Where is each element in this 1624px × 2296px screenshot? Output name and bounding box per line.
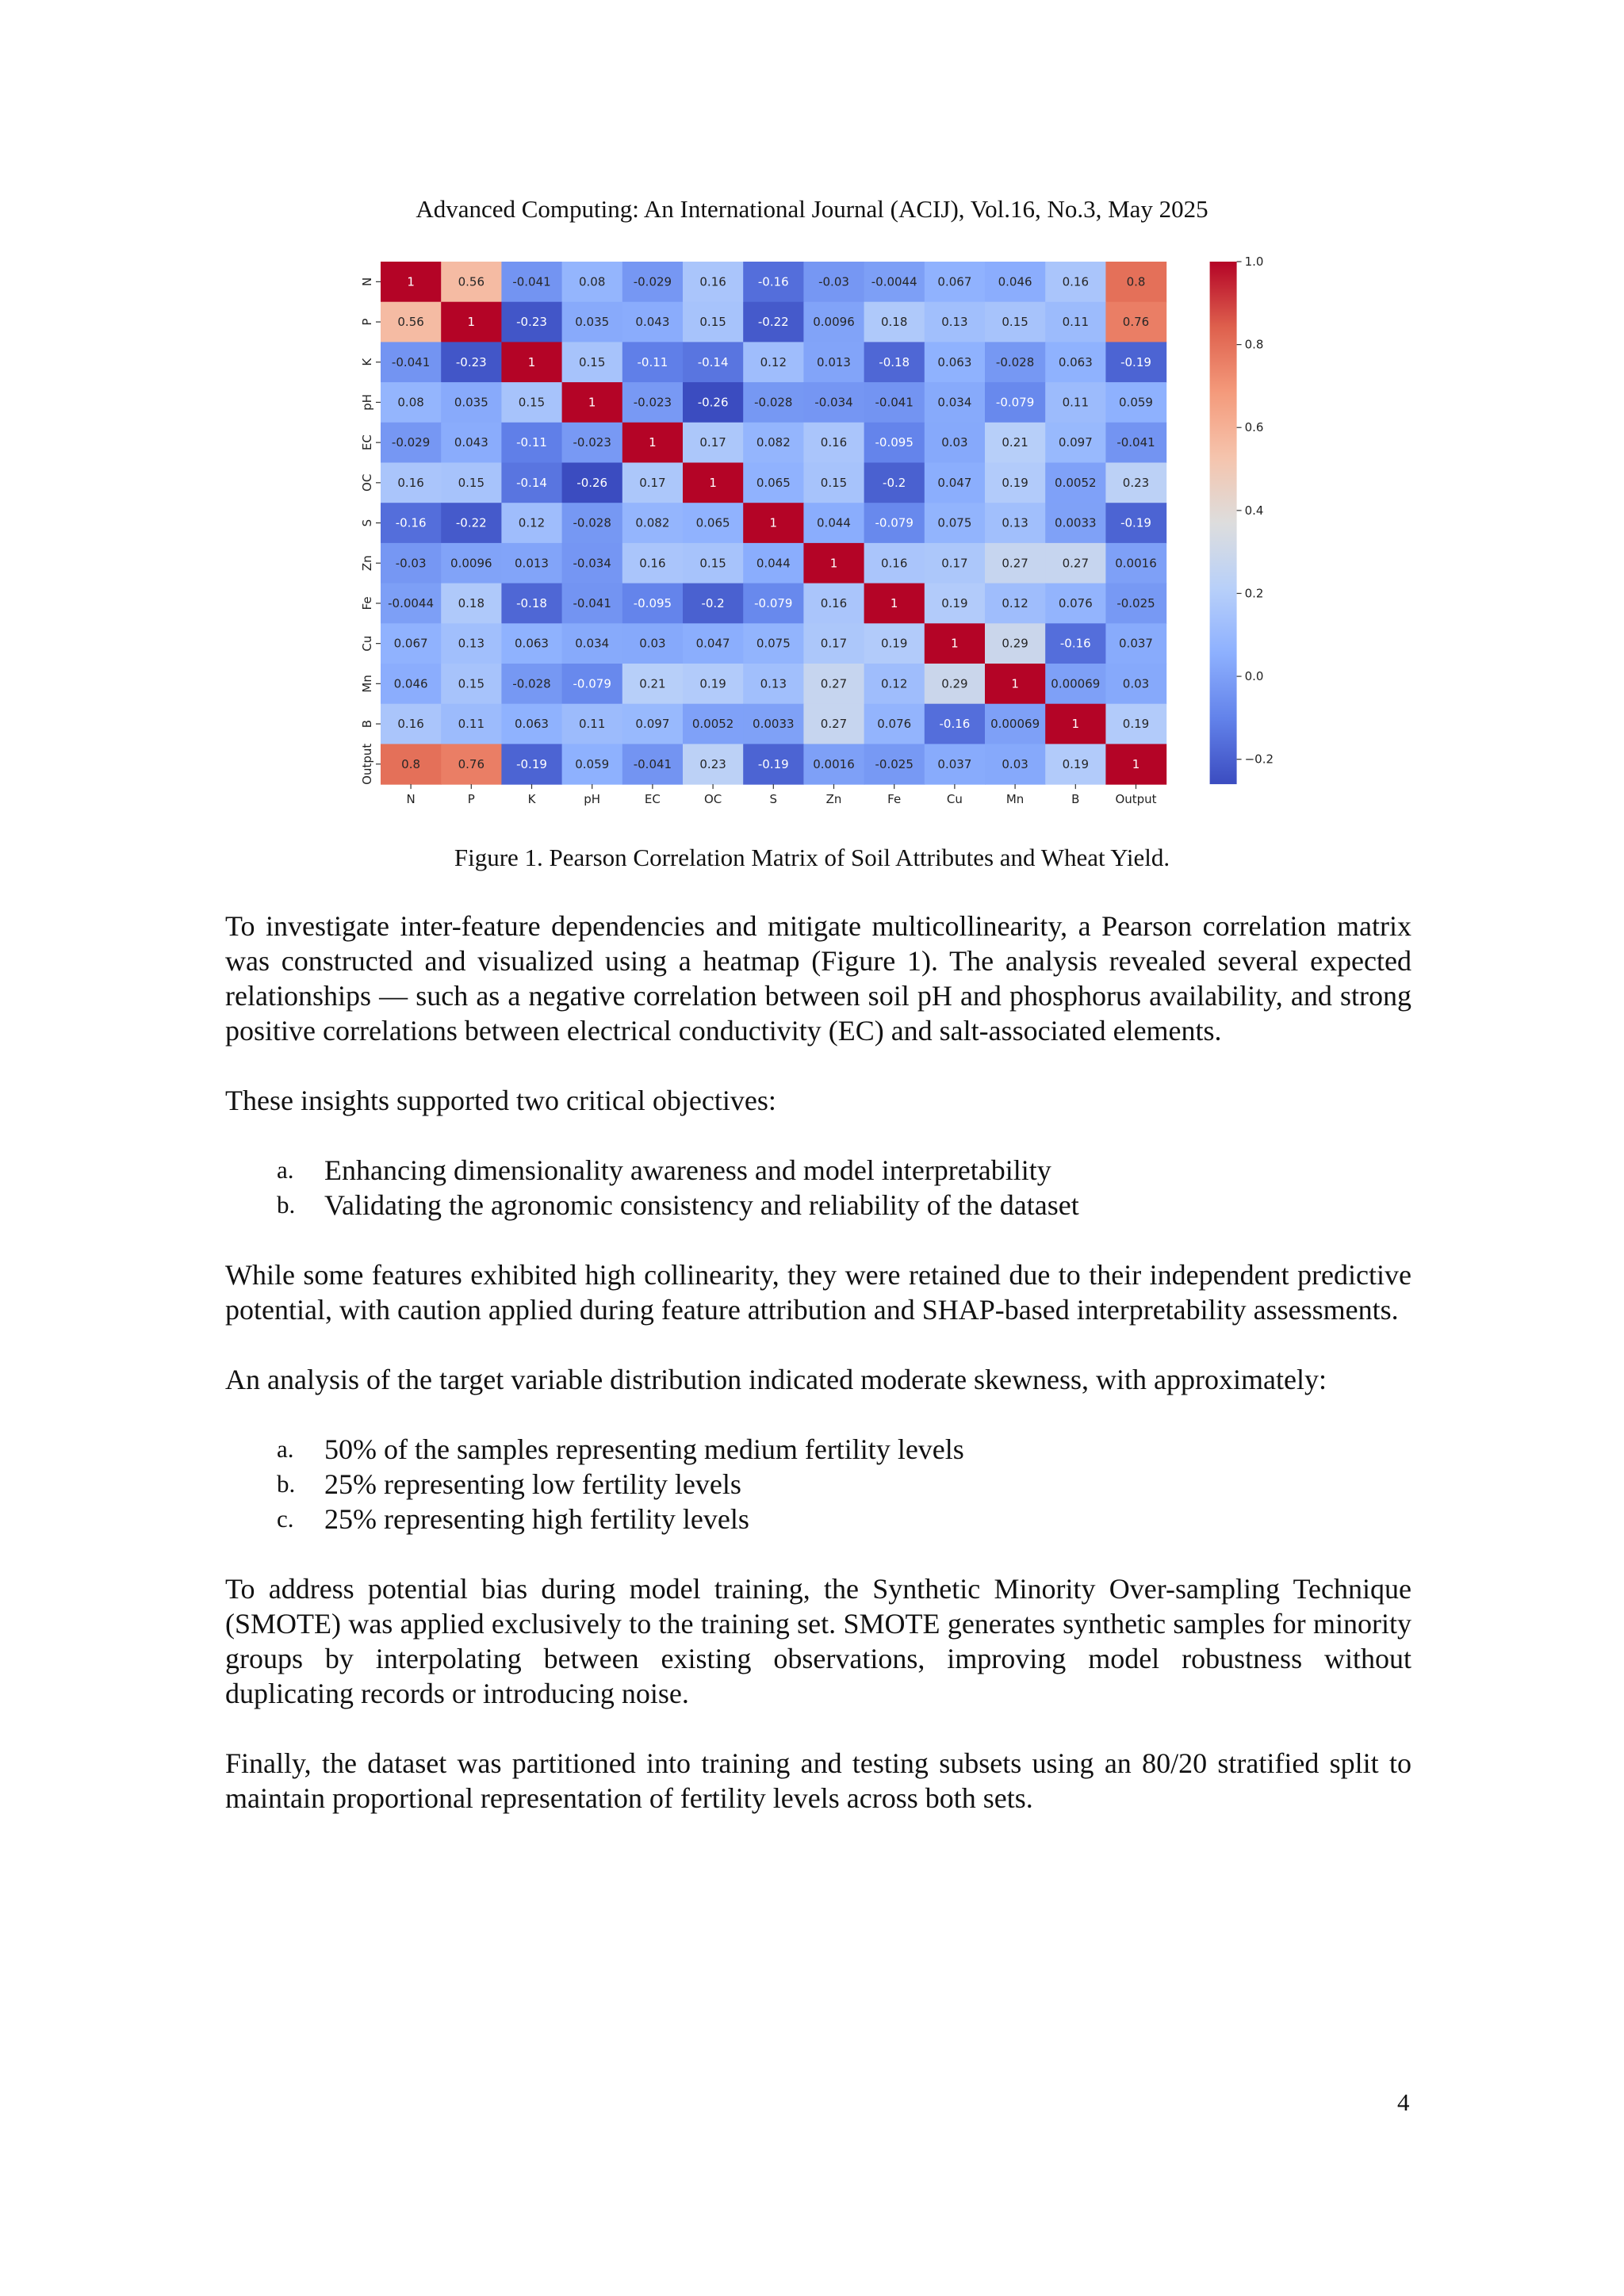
cell-label: 0.76 — [458, 756, 485, 771]
correlation-heatmap — [346, 243, 1297, 813]
colorbar-tick-label: 0.2 — [1244, 586, 1264, 601]
cell-label: 0.17 — [941, 556, 968, 571]
cell-label: 0.075 — [937, 515, 972, 530]
cell-label: 0.063 — [1058, 354, 1093, 369]
cell-label: 0.17 — [699, 435, 726, 450]
cell-label: 0.15 — [578, 354, 606, 369]
figure-caption: Figure 1. Pearson Correlation Matrix of Soil Attributes and Wheat Yield. — [454, 844, 1170, 871]
cell-label: 0.11 — [458, 717, 485, 732]
cell-label: 0.16 — [820, 595, 848, 610]
cell-label: 1 — [527, 354, 536, 369]
cell-label: -0.03 — [818, 274, 849, 289]
cell-label: 1 — [829, 556, 838, 571]
cell-label: -0.0044 — [388, 595, 435, 610]
colorbar-tick-label: 0.8 — [1244, 337, 1264, 352]
cell-label: 0.08 — [397, 395, 424, 410]
cell-label: 0.03 — [1122, 676, 1150, 691]
cell-label: 0.21 — [1002, 435, 1028, 450]
cell-label: -0.023 — [573, 435, 611, 450]
cell-label: 0.0033 — [753, 717, 795, 732]
cell-label: 0.046 — [393, 676, 428, 691]
colorbar-tick-label: 0.4 — [1244, 503, 1264, 518]
x-tick-label: Fe — [887, 792, 902, 807]
cell-label: 0.0033 — [1055, 515, 1097, 530]
cell-label: -0.029 — [633, 274, 672, 289]
x-tick-label: pH — [584, 792, 601, 807]
y-tick-label: S — [360, 519, 374, 527]
cell-label: 1 — [649, 435, 657, 450]
cell-label: 0.16 — [397, 717, 424, 732]
cell-label: 0.067 — [393, 636, 428, 651]
cell-label: 0.17 — [639, 475, 666, 490]
cell-label: -0.041 — [573, 595, 611, 610]
cell-label: -0.18 — [516, 595, 547, 610]
cell-label: 0.0096 — [450, 556, 492, 571]
cell-label: 0.03 — [941, 435, 968, 450]
list-marker: a. — [277, 1156, 294, 1184]
cell-label: 0.11 — [1062, 315, 1090, 330]
cell-label: 0.047 — [937, 475, 972, 490]
cell-label: -0.095 — [633, 595, 672, 610]
cell-label: 0.16 — [820, 435, 848, 450]
cell-label: 0.043 — [635, 315, 670, 330]
y-tick-label: B — [360, 719, 374, 729]
cell-label: -0.16 — [395, 515, 427, 530]
cell-label: 0.063 — [515, 717, 549, 732]
cell-label: 0.19 — [1122, 717, 1150, 732]
cell-label: -0.028 — [573, 515, 611, 530]
list-item — [225, 1467, 1411, 1502]
cell-label: 0.035 — [454, 395, 488, 410]
colorbar-tick-label: −0.2 — [1244, 752, 1274, 767]
cell-label: 0.097 — [635, 717, 670, 732]
paragraph-split: Finally, the dataset was partitioned into training and testing subsets using an 80/20 stratified split to maintain proportional representation of fertility levels across both sets. — [225, 1747, 1411, 1814]
y-tick-label: Zn — [360, 555, 374, 572]
cell-label: 0.13 — [941, 315, 968, 330]
cell-label: -0.11 — [637, 354, 668, 369]
cell-label: 0.00069 — [990, 717, 1040, 732]
cell-label: -0.079 — [875, 515, 914, 530]
x-tick-label: OC — [703, 792, 722, 807]
cell-label: 1 — [890, 595, 898, 610]
page-number: 4 — [1397, 2088, 1410, 2116]
cell-label: -0.041 — [512, 274, 551, 289]
cell-label: 0.8 — [1126, 274, 1146, 289]
cell-label: 0.12 — [518, 515, 546, 530]
list-marker: c. — [277, 1505, 294, 1533]
cell-label: 0.037 — [937, 756, 972, 771]
cell-label: -0.0044 — [871, 274, 917, 289]
cell-label: 0.0096 — [813, 315, 855, 330]
cell-label: -0.079 — [573, 676, 611, 691]
cell-label: -0.079 — [754, 595, 793, 610]
cell-label: 0.034 — [575, 636, 610, 651]
cell-label: 0.27 — [820, 717, 848, 732]
cell-label: -0.19 — [516, 756, 547, 771]
cell-label: 0.23 — [1122, 475, 1150, 490]
cell-label: -0.14 — [516, 475, 547, 490]
cell-label: 0.21 — [639, 676, 666, 691]
y-tick-label: OC — [360, 473, 374, 492]
y-tick-label: Mn — [360, 675, 374, 693]
list-item-text: 25% representing high fertility levels — [324, 1503, 749, 1535]
cell-label: 0.013 — [817, 354, 851, 369]
cell-label: 0.19 — [1062, 756, 1090, 771]
cell-label: 0.15 — [820, 475, 848, 490]
colorbar-tick-label: 0.6 — [1244, 420, 1264, 435]
journal-header: Advanced Computing: An International Journal (ACIJ), Vol.16, No.3, May 2025 — [416, 195, 1208, 223]
cell-label: -0.095 — [875, 435, 914, 450]
cell-label: 0.19 — [941, 595, 968, 610]
cell-label: 0.075 — [756, 636, 791, 651]
cell-label: 0.076 — [877, 717, 912, 732]
cell-label: 0.0052 — [691, 717, 734, 732]
y-tick-label: Cu — [360, 635, 374, 652]
y-tick-label: P — [360, 318, 374, 326]
cell-label: -0.23 — [516, 315, 547, 330]
cell-label: 0.034 — [937, 395, 972, 410]
paragraph-collinearity: While some features exhibited high collinearity, they were retained due to their independent predictive potential, with caution applied during feature attribution and SHAP-based interpretability assessments. — [225, 1259, 1411, 1326]
cell-label: 0.035 — [575, 315, 610, 330]
list-item-text: 50% of the samples representing medium fertility levels — [324, 1433, 964, 1465]
cell-label: 0.065 — [695, 515, 730, 530]
x-tick-label: Output — [1115, 792, 1157, 807]
cell-label: -0.025 — [1116, 595, 1155, 610]
cell-label: -0.028 — [754, 395, 793, 410]
cell-label: 0.19 — [699, 676, 726, 691]
cell-label: -0.041 — [633, 756, 672, 771]
colorbar — [1210, 262, 1237, 784]
cell-label: -0.11 — [516, 435, 547, 450]
x-tick-label: Cu — [946, 792, 963, 807]
cell-label: 0.15 — [699, 556, 726, 571]
list-marker: a. — [277, 1435, 294, 1463]
list-item-text: Validating the agronomic consistency and reliability of the dataset — [324, 1189, 1079, 1221]
x-tick-label: B — [1071, 792, 1080, 807]
cell-label: 0.0052 — [1055, 475, 1097, 490]
cell-label: 0.082 — [635, 515, 670, 530]
list-item — [225, 1502, 1411, 1536]
cell-label: 0.08 — [578, 274, 606, 289]
cell-label: 0.013 — [515, 556, 549, 571]
cell-label: -0.19 — [1120, 515, 1151, 530]
cell-label: 0.046 — [998, 274, 1032, 289]
cell-label: 0.23 — [699, 756, 726, 771]
cell-label: 0.044 — [756, 556, 791, 571]
cell-label: 0.16 — [639, 556, 666, 571]
x-tick-label: Zn — [825, 792, 842, 807]
cell-label: 0.044 — [817, 515, 851, 530]
cell-label: 0.18 — [880, 315, 908, 330]
y-tick-label: Fe — [360, 596, 374, 610]
cell-label: -0.028 — [995, 354, 1035, 369]
cell-label: 0.16 — [699, 274, 726, 289]
cell-label: 0.059 — [575, 756, 610, 771]
list-marker: b. — [277, 1470, 296, 1498]
cell-label: 0.56 — [458, 274, 485, 289]
cell-label: 0.56 — [397, 315, 424, 330]
cell-label: 0.13 — [458, 636, 485, 651]
cell-label: 0.15 — [699, 315, 726, 330]
cell-label: -0.041 — [875, 395, 914, 410]
cell-label: 0.16 — [397, 475, 424, 490]
cell-label: 0.12 — [1002, 595, 1028, 610]
cell-label: -0.16 — [939, 717, 971, 732]
cell-label: 1 — [769, 515, 778, 530]
list-item — [225, 1188, 1411, 1223]
cell-label: 1 — [1011, 676, 1019, 691]
cell-label: 0.8 — [401, 756, 421, 771]
cell-label: 0.065 — [756, 475, 791, 490]
cell-label: -0.2 — [701, 595, 725, 610]
paragraph-correlation: To investigate inter-feature dependencies and mitigate multicollinearity, a Pearson correlation matrix was constructed and visualized using a heatmap (Figure 1). The analysis revealed several expected relationships — such as a negative correlation between soil pH and phosphorus availability, and strong positive correlations between electrical conductivity (EC) and salt-associated elements. — [225, 910, 1411, 1047]
cell-label: 0.15 — [458, 475, 485, 490]
cell-label: 0.03 — [1002, 756, 1028, 771]
cell-label: 0.29 — [1002, 636, 1028, 651]
cell-label: 1 — [1071, 717, 1080, 732]
cell-label: -0.18 — [879, 354, 910, 369]
cell-label: -0.079 — [995, 395, 1035, 410]
cell-label: 0.27 — [1062, 556, 1090, 571]
cell-label: 0.043 — [454, 435, 488, 450]
list-marker: b. — [277, 1191, 296, 1219]
objectives-list — [225, 1153, 1411, 1223]
cell-label: 0.063 — [515, 636, 549, 651]
cell-label: 0.18 — [458, 595, 485, 610]
cell-label: 0.27 — [1002, 556, 1028, 571]
x-tick-label: EC — [644, 792, 661, 807]
y-tick-label: EC — [360, 434, 374, 451]
cell-label: 1 — [951, 636, 959, 651]
cell-label: -0.16 — [757, 274, 789, 289]
cell-label: -0.029 — [391, 435, 431, 450]
cell-label: 0.13 — [760, 676, 787, 691]
cell-label: -0.19 — [1120, 354, 1151, 369]
y-tick-label: pH — [360, 394, 374, 411]
cell-label: 0.11 — [578, 717, 606, 732]
cell-label: 0.76 — [1122, 315, 1150, 330]
cell-label: 0.16 — [880, 556, 908, 571]
cell-label: 0.03 — [639, 636, 666, 651]
cell-label: 0.047 — [695, 636, 730, 651]
cell-label: 0.0016 — [1115, 556, 1157, 571]
paragraph-objectives-intro: These insights supported two critical objectives: — [225, 1085, 776, 1116]
cell-label: 0.11 — [1062, 395, 1090, 410]
cell-label: 0.076 — [1058, 595, 1093, 610]
colorbar-tick-label: 1.0 — [1244, 254, 1264, 269]
cell-label: -0.028 — [512, 676, 551, 691]
list-item — [225, 1153, 1411, 1188]
distribution-list — [225, 1432, 1411, 1536]
cell-label: 0.27 — [820, 676, 848, 691]
cell-label: 0.063 — [937, 354, 972, 369]
cell-label: 1 — [709, 475, 717, 490]
cell-label: 0.15 — [458, 676, 485, 691]
cell-label: -0.2 — [883, 475, 906, 490]
cell-label: 0.12 — [880, 676, 908, 691]
x-tick-label: P — [467, 792, 475, 807]
cell-label: -0.26 — [576, 475, 608, 490]
cell-label: -0.041 — [391, 354, 431, 369]
cell-label: -0.041 — [1116, 435, 1155, 450]
cell-label: 0.16 — [1062, 274, 1090, 289]
x-tick-label: Mn — [1005, 792, 1025, 807]
correlation-heatmap-figure — [346, 243, 1297, 813]
colorbar-tick-label: 0.0 — [1244, 669, 1264, 684]
cell-label: 0.097 — [1058, 435, 1093, 450]
x-tick-label: N — [406, 792, 416, 807]
cell-label: 0.15 — [1002, 315, 1028, 330]
cell-label: 0.13 — [1002, 515, 1028, 530]
cell-label: -0.025 — [875, 756, 914, 771]
cell-label: 0.037 — [1119, 636, 1153, 651]
cell-label: -0.19 — [757, 756, 789, 771]
y-tick-label: K — [360, 358, 374, 366]
list-item-text: 25% representing low fertility levels — [324, 1468, 741, 1500]
cell-label: 0.15 — [518, 395, 546, 410]
cell-label: 0.067 — [937, 274, 972, 289]
y-tick-label: Output — [360, 743, 374, 785]
cell-label: 1 — [407, 274, 415, 289]
cell-label: -0.22 — [757, 315, 789, 330]
cell-label: 1 — [588, 395, 596, 410]
cell-label: 0.17 — [820, 636, 848, 651]
cell-label: 0.082 — [756, 435, 791, 450]
cell-label: 1 — [467, 315, 476, 330]
cell-label: -0.22 — [455, 515, 487, 530]
cell-label: -0.26 — [697, 395, 729, 410]
cell-label: -0.23 — [455, 354, 487, 369]
list-item-text: Enhancing dimensionality awareness and model interpretability — [324, 1154, 1051, 1186]
list-item — [225, 1432, 1411, 1467]
cell-label: 0.0016 — [813, 756, 855, 771]
cell-label: -0.034 — [573, 556, 611, 571]
cell-label: 0.00069 — [1051, 676, 1101, 691]
cell-label: 0.12 — [760, 354, 787, 369]
cell-label: 0.19 — [880, 636, 908, 651]
cell-label: 0.059 — [1119, 395, 1153, 410]
paragraph-smote: To address potential bias during model training, the Synthetic Minority Over-sampling Technique (SMOTE) was applied exclusively to the training set. SMOTE generates synthetic samples for minority groups by interpolating between existing observations, improving model robustness without duplicating records or introducing noise. — [225, 1573, 1411, 1709]
paragraph-distribution-intro: An analysis of the target variable distribution indicated moderate skewness, with approximately: — [225, 1364, 1327, 1395]
cell-label: -0.16 — [1059, 636, 1091, 651]
cell-label: -0.023 — [633, 395, 672, 410]
body-text — [225, 909, 1411, 1850]
cell-label: -0.034 — [814, 395, 853, 410]
cell-label: 0.19 — [1002, 475, 1028, 490]
x-tick-label: S — [769, 792, 778, 807]
x-tick-label: K — [527, 792, 536, 807]
cell-label: 0.29 — [941, 676, 968, 691]
cell-label: -0.03 — [395, 556, 427, 571]
cell-label: 1 — [1132, 756, 1140, 771]
cell-label: -0.14 — [697, 354, 729, 369]
y-tick-label: N — [360, 277, 374, 286]
